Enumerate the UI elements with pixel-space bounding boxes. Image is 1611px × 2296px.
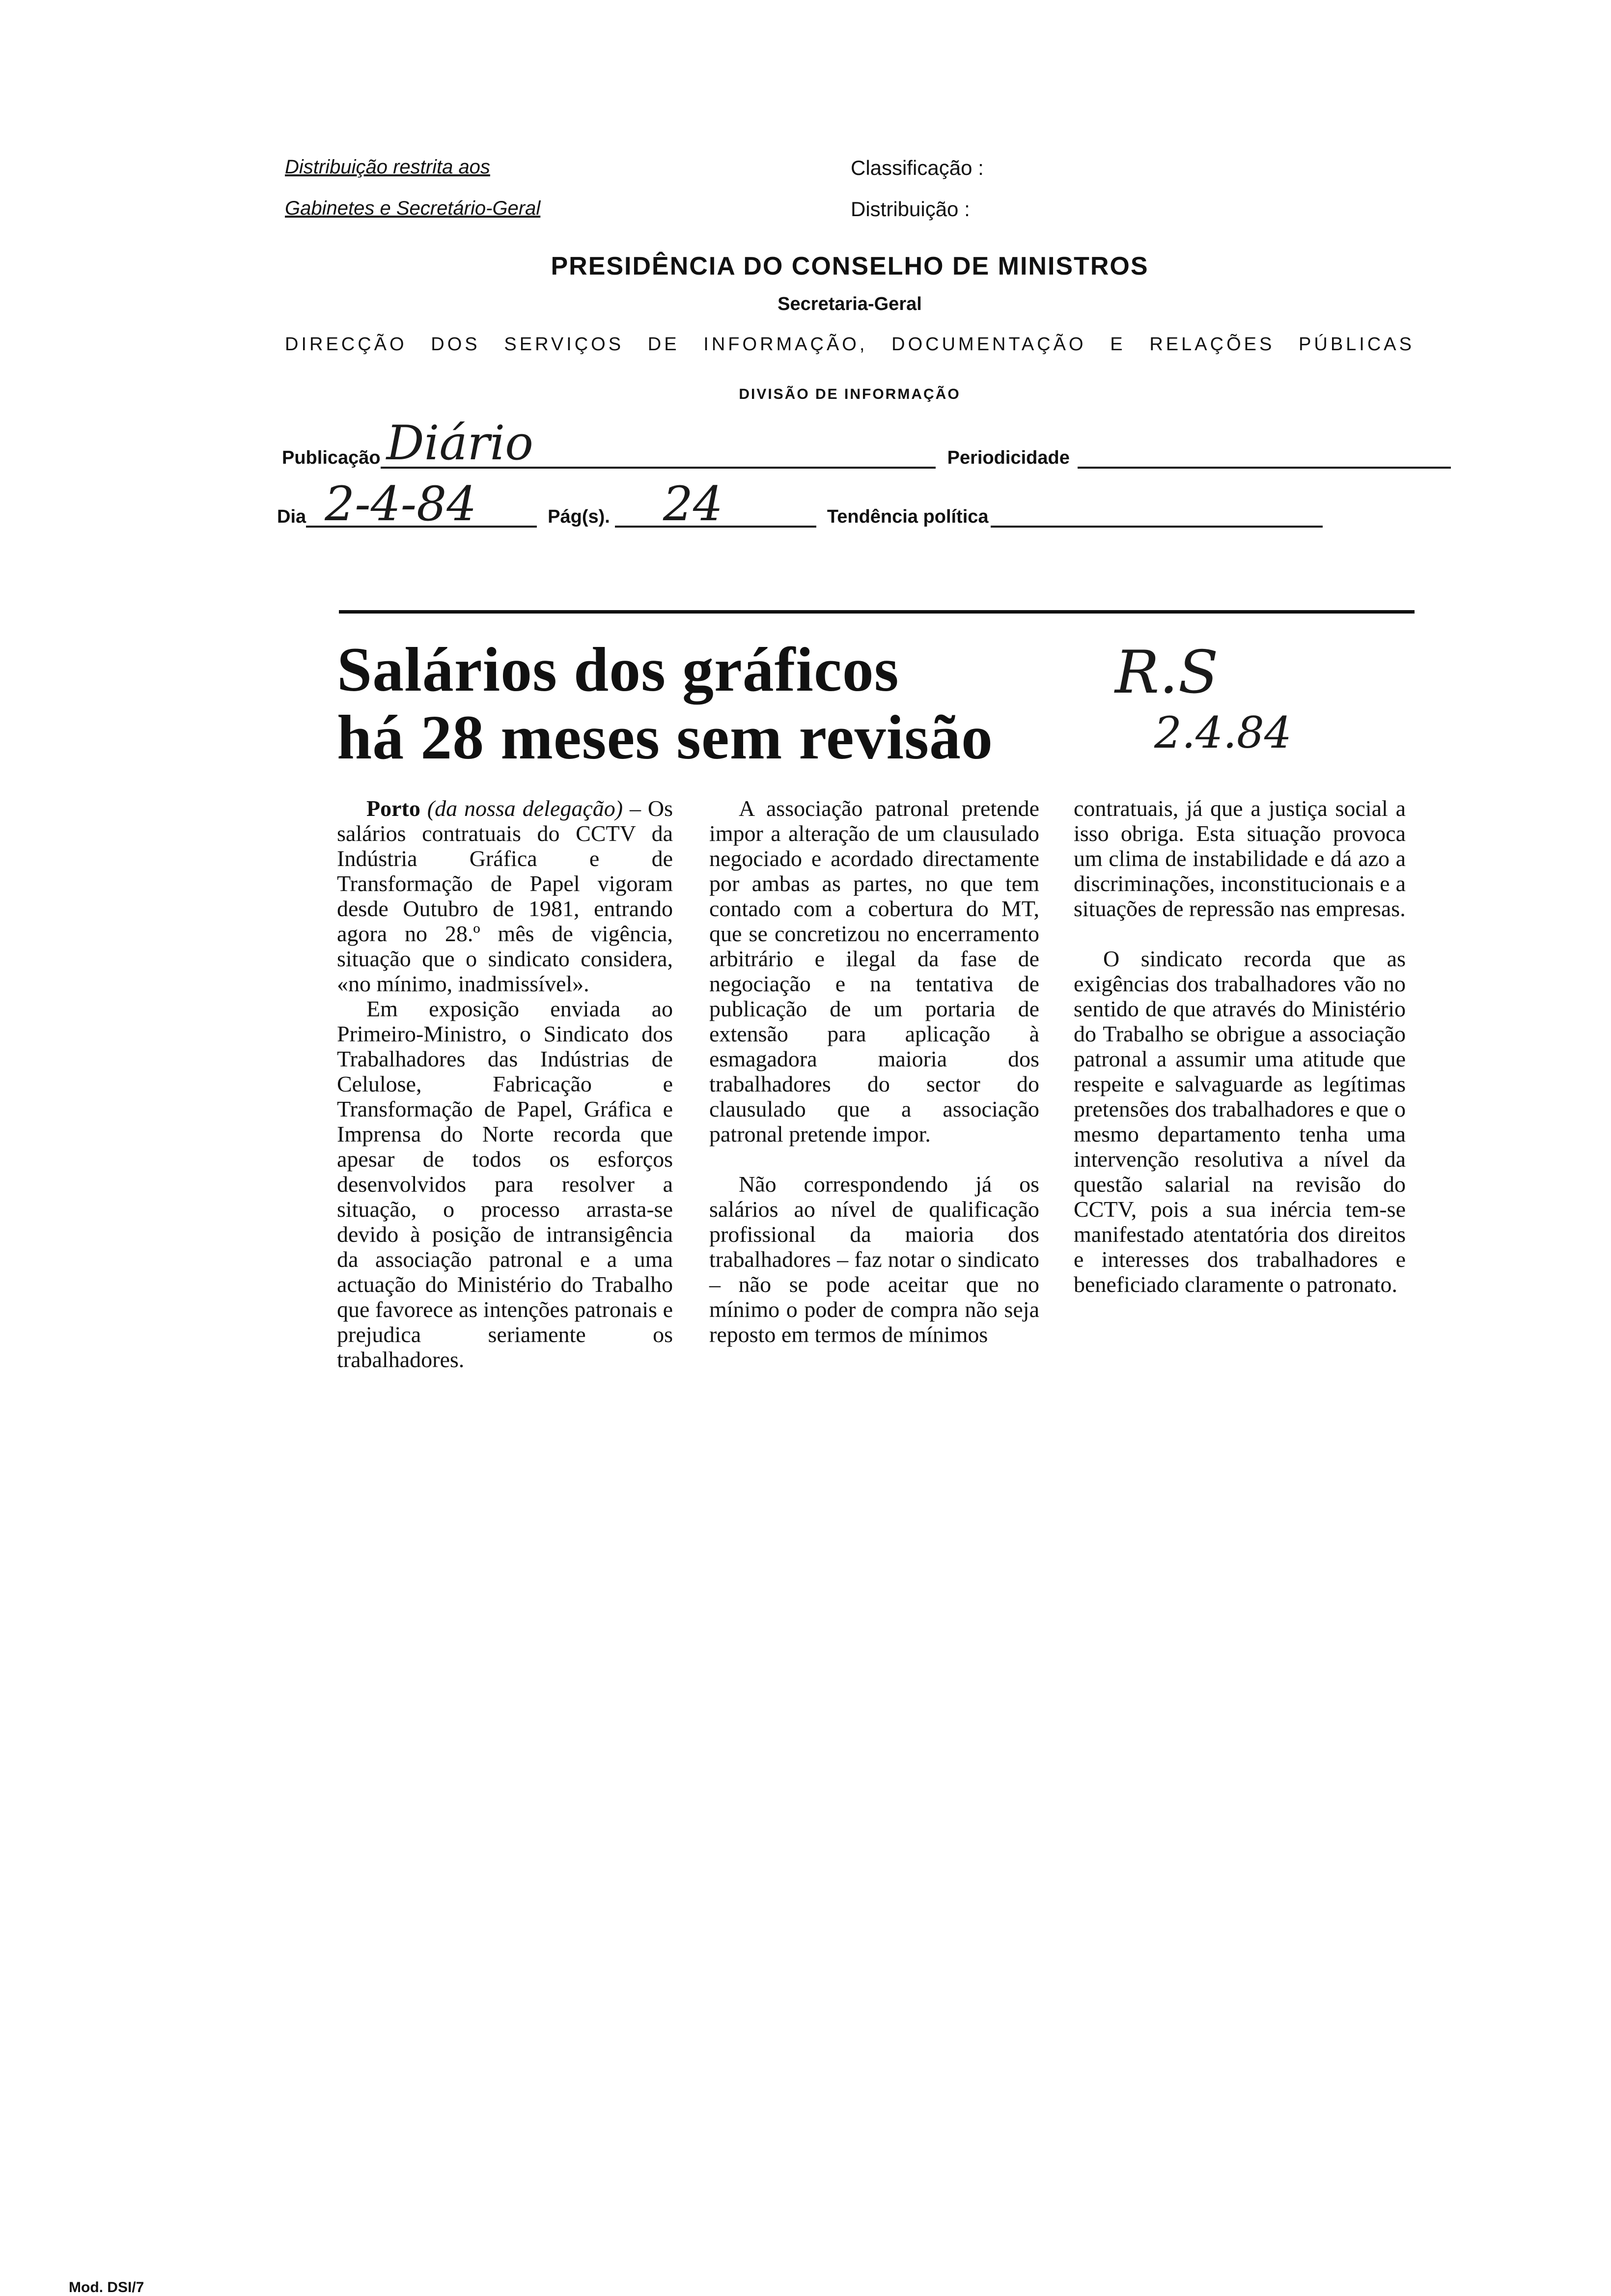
- form-code: Mod. DSI/7: [69, 2279, 144, 2296]
- dateline-source: (da nossa delegação): [427, 796, 623, 821]
- col3-paragraph-1: contratuais, já que a justiça social a isso obriga. Esta situação provoca um clima de instabilidade e dá azo a discriminações, inconstitucionais e a situações de repressão nas empresas.: [1074, 796, 1406, 921]
- secretariat-title: Secretaria-Geral: [778, 294, 922, 314]
- periodicidade-field: [1078, 447, 1451, 469]
- article-column-1: [337, 796, 673, 1397]
- division-title: DIVISÃO DE INFORMAÇÃO: [739, 386, 961, 402]
- dia-row: [277, 472, 1323, 532]
- tendencia-label: Tendência política: [827, 506, 989, 527]
- distribution-note-line2: Gabinetes e Secretário-Geral: [285, 197, 541, 219]
- article-column-3: [1074, 796, 1406, 1322]
- classification-label: Classificação :: [851, 156, 984, 179]
- col1-paragraph-1: [337, 796, 673, 996]
- dia-label: Dia: [277, 506, 306, 527]
- headline-line2: há 28 meses sem revisão: [337, 702, 993, 772]
- col1-paragraph-2: Em exposição enviada ao Primeiro-Ministro, o Sindicato dos Trabalhadores das Indústrias de Celulose, Fabricação e Transformação de Papel, Gráfica e Imprensa do Norte recorda que apesar de todos os esforços desenvolvidos para resolver a situação, o processo arrasta-se devido à posição de intransigência da associação patronal e a uma actuação do Ministério do Trabalho que favorece as intenções patronais e prejudica seriamente os trabalhadores.: [337, 996, 673, 1372]
- publicacao-row: [282, 408, 1451, 469]
- tendencia-field: [991, 506, 1323, 528]
- col2-paragraph-2: Não correspondendo já os salários ao nível de qualificação profissional da maioria dos trabalhadores – faz notar o sindicato – não se pode aceitar que no mínimo o poder de compra não seja reposto em termos de mínimos: [709, 1172, 1039, 1347]
- publicacao-label: Publicação: [282, 448, 381, 468]
- publicacao-field: [381, 408, 936, 469]
- col2-paragraph-1: A associação patronal pretende impor a alteração de um clausulado negociado e acordado directamente por ambas as partes, no que tem contado com a cobertura do MT, que se concretizou no encerramento arbitrário e ilegal da fase de negociação e na tentativa de publicação de um portaria de extensão para aplicação à esmagadora maioria dos trabalhadores do sector do clausulado que a associação patronal pretende impor.: [709, 796, 1039, 1147]
- col3-paragraph-2: O sindicato recorda que as exigências dos trabalhadores vão no sentido de que através do Ministério do Trabalho se obrigue a associação patronal a assumir uma atitude que respeite e salvaguarde as legítimas pretensões dos trabalhadores e que o mesmo departamento tenha uma intervenção resolutiva a nível da questão salarial na revisão do CCTV, pois a sua inércia tem-se manifestado atentatória dos direitos e interesses dos trabalhadores e beneficiado claramente o patronato.: [1074, 946, 1406, 1297]
- dia-value: 2-4-84: [325, 476, 477, 532]
- pags-field: [615, 472, 816, 532]
- publicacao-value: Diário: [386, 416, 533, 471]
- dateline: Porto: [366, 796, 420, 821]
- col1-paragraph-1-text: – Os salários contratuais do CCTV da Indústria Gráfica e de Transformação de Papel vigoram desde Outubro de 1981, entrando agora no 28.º mês de vigência, situação que o sindicato considera, «no mínimo, inadmissível».: [337, 796, 673, 996]
- periodicidade-label: Periodicidade: [947, 448, 1070, 468]
- dia-field: [306, 472, 537, 532]
- headline-line1: Salários dos gráficos: [337, 635, 899, 704]
- institution-title: PRESIDÊNCIA DO CONSELHO DE MINISTROS: [551, 252, 1149, 280]
- pags-value: 24: [663, 476, 723, 532]
- distribution-label: Distribuição :: [851, 197, 970, 221]
- article-top-rule: [339, 610, 1415, 614]
- handwritten-date: 2.4.84: [1154, 707, 1292, 758]
- distribution-note-line1: Distribuição restrita aos: [285, 156, 490, 178]
- handwritten-initials: R.S: [1115, 639, 1219, 707]
- article-column-2: [709, 796, 1039, 1372]
- pags-label: Pág(s).: [548, 506, 610, 527]
- directorate-title: DIRECÇÃO DOS SERVIÇOS DE INFORMAÇÃO, DOCUMENTAÇÃO E RELAÇÕES PÚBLICAS: [285, 334, 1415, 355]
